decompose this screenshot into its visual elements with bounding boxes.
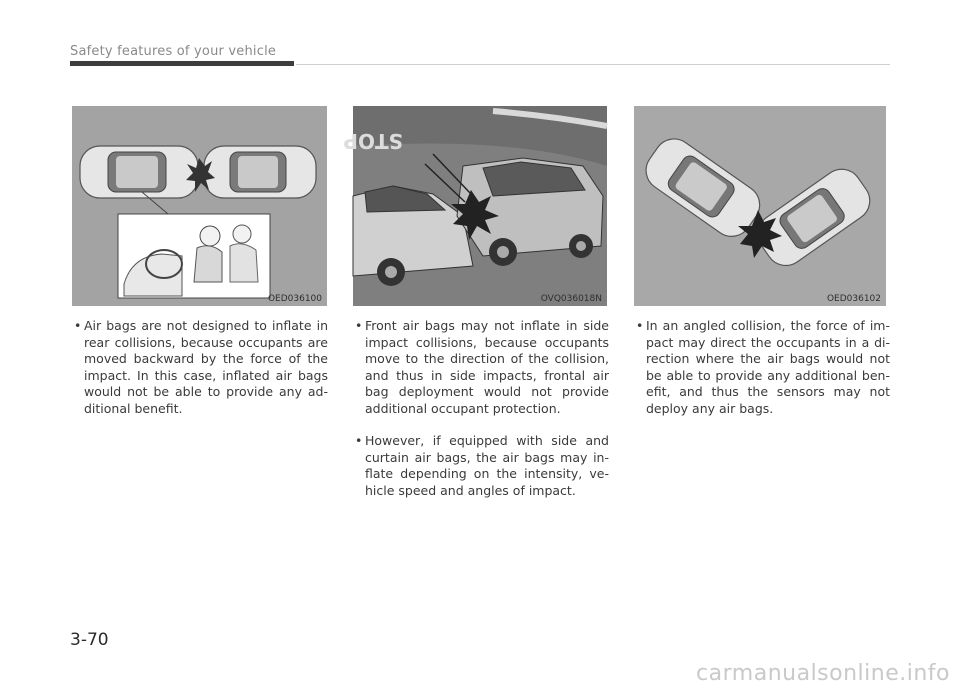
rear-car xyxy=(80,146,198,198)
figure-code: OED036100 xyxy=(267,294,322,304)
bullet-mark: • xyxy=(355,318,363,333)
bullet-item xyxy=(634,318,890,417)
figure-rear-collision xyxy=(72,106,327,306)
watermark: carmanualsonline.info xyxy=(696,661,950,686)
figure-angled-collision xyxy=(634,106,886,306)
bullet-item xyxy=(72,318,328,417)
figure-code: OVQ036018N xyxy=(540,294,602,304)
bullet-text: In an angled collision, the force of im-pact may direct the occupants in a di-rection where the air bags would not be able to provide any additional ben-efit, and thus the sensors may not deploy any air bags. xyxy=(646,318,890,416)
figure-side-collision xyxy=(343,106,607,306)
bullet-text: Front air bags may not inflate in side impact collisions, because occupants move to the direction of the collision, and thus in side impacts, frontal air bag deployment would not provide additional occupant protection. xyxy=(365,318,609,416)
figure-code: OED036102 xyxy=(826,294,881,304)
bullet-text: However, if equipped with side and curtain air bags, the air bags may in-flate depending on the intensity, ve-hicle speed and angles of impact. xyxy=(365,433,609,498)
rear-collision-illustration xyxy=(72,106,327,306)
text-column-2 xyxy=(353,318,609,515)
page-number: 3-70 xyxy=(70,630,109,650)
section-header: Safety features of your vehicle xyxy=(70,44,277,59)
front-car xyxy=(204,146,316,198)
text-column-1 xyxy=(72,318,328,433)
bullet-text: Air bags are not designed to inflate in rear collisions, because occupants are moved backward by the force of the impact. In this case, inflated air bags would not be able to provide any ad-ditional benefit. xyxy=(84,318,328,416)
road-stop-text: STOP xyxy=(343,129,403,153)
bullet-item xyxy=(353,318,609,417)
bullet-item xyxy=(353,433,609,499)
bullet-mark: • xyxy=(74,318,82,333)
bullet-mark: • xyxy=(355,433,363,448)
angled-collision-illustration xyxy=(634,106,886,306)
header-rule-dark xyxy=(70,61,294,66)
side-collision-illustration xyxy=(343,106,607,306)
text-column-3 xyxy=(634,318,890,433)
bullet-mark: • xyxy=(636,318,644,333)
header-rule-light xyxy=(296,64,890,65)
